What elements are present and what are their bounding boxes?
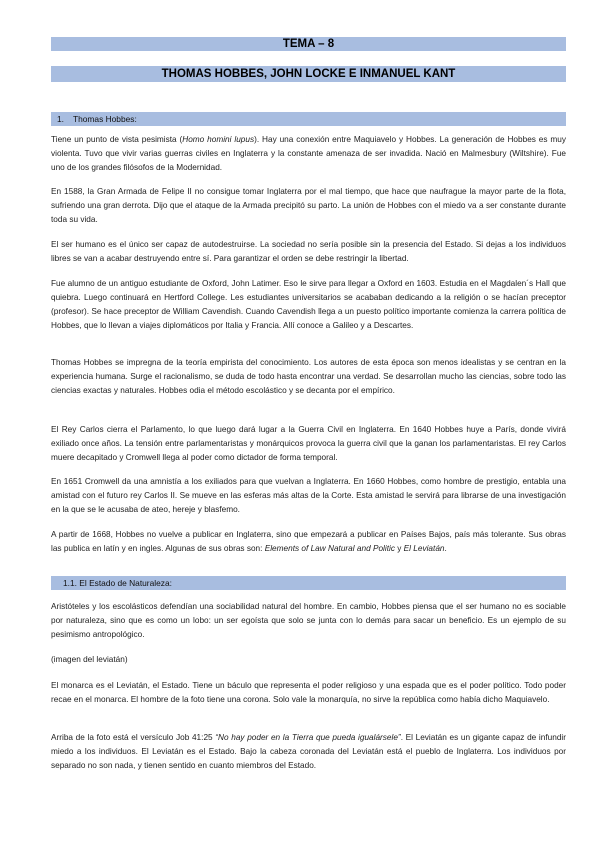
paragraph-7: En 1651 Cromwell da una amnistía a los exiliados para que vuelvan a Inglaterra. En 1660 Hobbes, como hombre de prestigio, entabla una amistad con el futuro rey Carlos II. Se mueve en las esferas más altas de la Corte. Esta amistad le servirá para librarse de una investigación en la que se le acusaba de ateo, hereje y blasfemo. (51, 477, 566, 514)
paragraph-4: Fue alumno de un antiguo estudiante de Oxford, John Latimer. Eso le sirve para llegar a Oxford en 1603. Estudia en el Magdalen´s Hall que quiebra. Luego continuará en Hertford College. Les estudiantes universitarios se acababan dedicando a la religión o se hacían preceptor (profesor). Se hace preceptor de William Cavendish. Cuando Cavendish llega a un puesto político importante comienza la carrera política de Hobbes, que lo llevan a viajes diplomáticos por Italia y Francia. Allí conoce a Galileo y a Descartes. (51, 279, 566, 330)
subtitle-bar (51, 66, 566, 82)
paragraph-9: Aristóteles y los escolásticos defendían una sociabilidad natural del hombre. En cambio, Hobbes piensa que el ser humano no es sociable por naturaleza, sino que es como un lobo: un ser egoísta que solo se junta con lo demás para sacar un beneficio. Es un ejemplo de su pesimismo antropológico. (51, 602, 566, 639)
paragraph-5: Thomas Hobbes se impregna de la teoría empirista del conocimiento. Los autores de esta época son menos idealistas y se centran en la experiencia humana. Surge el racionalismo, se duda de todo hasta encontrar una verdad. Se desarrollan mucho las ciencias, sobre todo las ciencias exactas y naturales. Hobbes odia el método escolástico y se decanta por el empírico. (51, 358, 566, 395)
section-heading-thomas-hobbes (51, 112, 566, 126)
paragraph-11: El monarca es el Leviatán, el Estado. Tiene un báculo que representa el poder religioso y una espada que es el poder político. Todo poder recae en el monarca. El hombre de la foto tiene una corona. Solo vale la monarquía, no sirve la república como había dicho Maquiavelo. (51, 681, 566, 704)
section-heading-estado-de-naturaleza (51, 576, 566, 590)
section-title: Thomas Hobbes: (73, 114, 137, 124)
paragraph-3: El ser humano es el único ser capaz de autodestruirse. La sociedad no sería posible sin la presencia del Estado. Si dejas a los individuos libres se van a acabar destruyendo entre sí. Para garantizar el orden se debe restringir la libertad. (51, 240, 566, 263)
subsection-title: 1.1. El Estado de Naturaleza: (63, 578, 172, 588)
paragraph-10: (imagen del leviatán) (51, 655, 128, 664)
paragraph-12: Arriba de la foto está el versículo Job 41:25 “No hay poder en la Tierra que pueda igualársele”. El Leviatán es un gigante capaz de infundir miedo a los individuos. El Leviatán es el Estado. Bajo la cabeza coronada del Leviatán está el pueblo de Inglaterra. Los individuos por separado no son nada, y tienen sentido en cuanto miembros del Estado. (51, 733, 566, 770)
document-subtitle: THOMAS HOBBES, JOHN LOCKE E INMANUEL KANT (161, 68, 456, 80)
document-title: TEMA – 8 (282, 38, 335, 50)
paragraph-6: El Rey Carlos cierra el Parlamento, lo que luego dará lugar a la Guerra Civil en Inglaterra. En 1640 Hobbes huye a París, donde vivirá exiliado once años. La tensión entre parlamentaristas y monárquicos provoca la guerra civil que la ganan los parlamentaristas. El rey Carlos muere decapitado y Cromwell llega al poder como dictador de forma temporal. (51, 425, 566, 462)
paragraph-1: Tiene un punto de vista pesimista (Homo homini lupus). Hay una conexión entre Maquiavelo y Hobbes. La generación de Hobbes es muy violenta. Tuvo que vivir varias guerras civiles en Inglaterra y la constante amenaza de ser invadida. Nació en Malmesbury (Wiltshire). Fue uno de los grandes filósofos de la Modernidad. (51, 135, 566, 172)
title-bar (51, 37, 566, 51)
section-number: 1. (57, 114, 64, 124)
paragraph-2: En 1588, la Gran Armada de Felipe II no consigue tomar Inglaterra por el mal tiempo, que hace que naufrague la mayor parte de la flota, sufriendo una gran derrota. Dijo que el ataque de la Armada precipitó su parto. La unión de Hobbes con el miedo va a ser constante durante toda su vida. (51, 187, 566, 224)
paragraph-8: A partir de 1668, Hobbes no vuelve a publicar en Inglaterra, sino que empezará a publicar en Países Bajos, país más tolerante. Sus obras las publica en latín y en ingles. Algunas de sus obras son: Elements of Law Natural and Politic y El Leviatán. (51, 530, 566, 553)
